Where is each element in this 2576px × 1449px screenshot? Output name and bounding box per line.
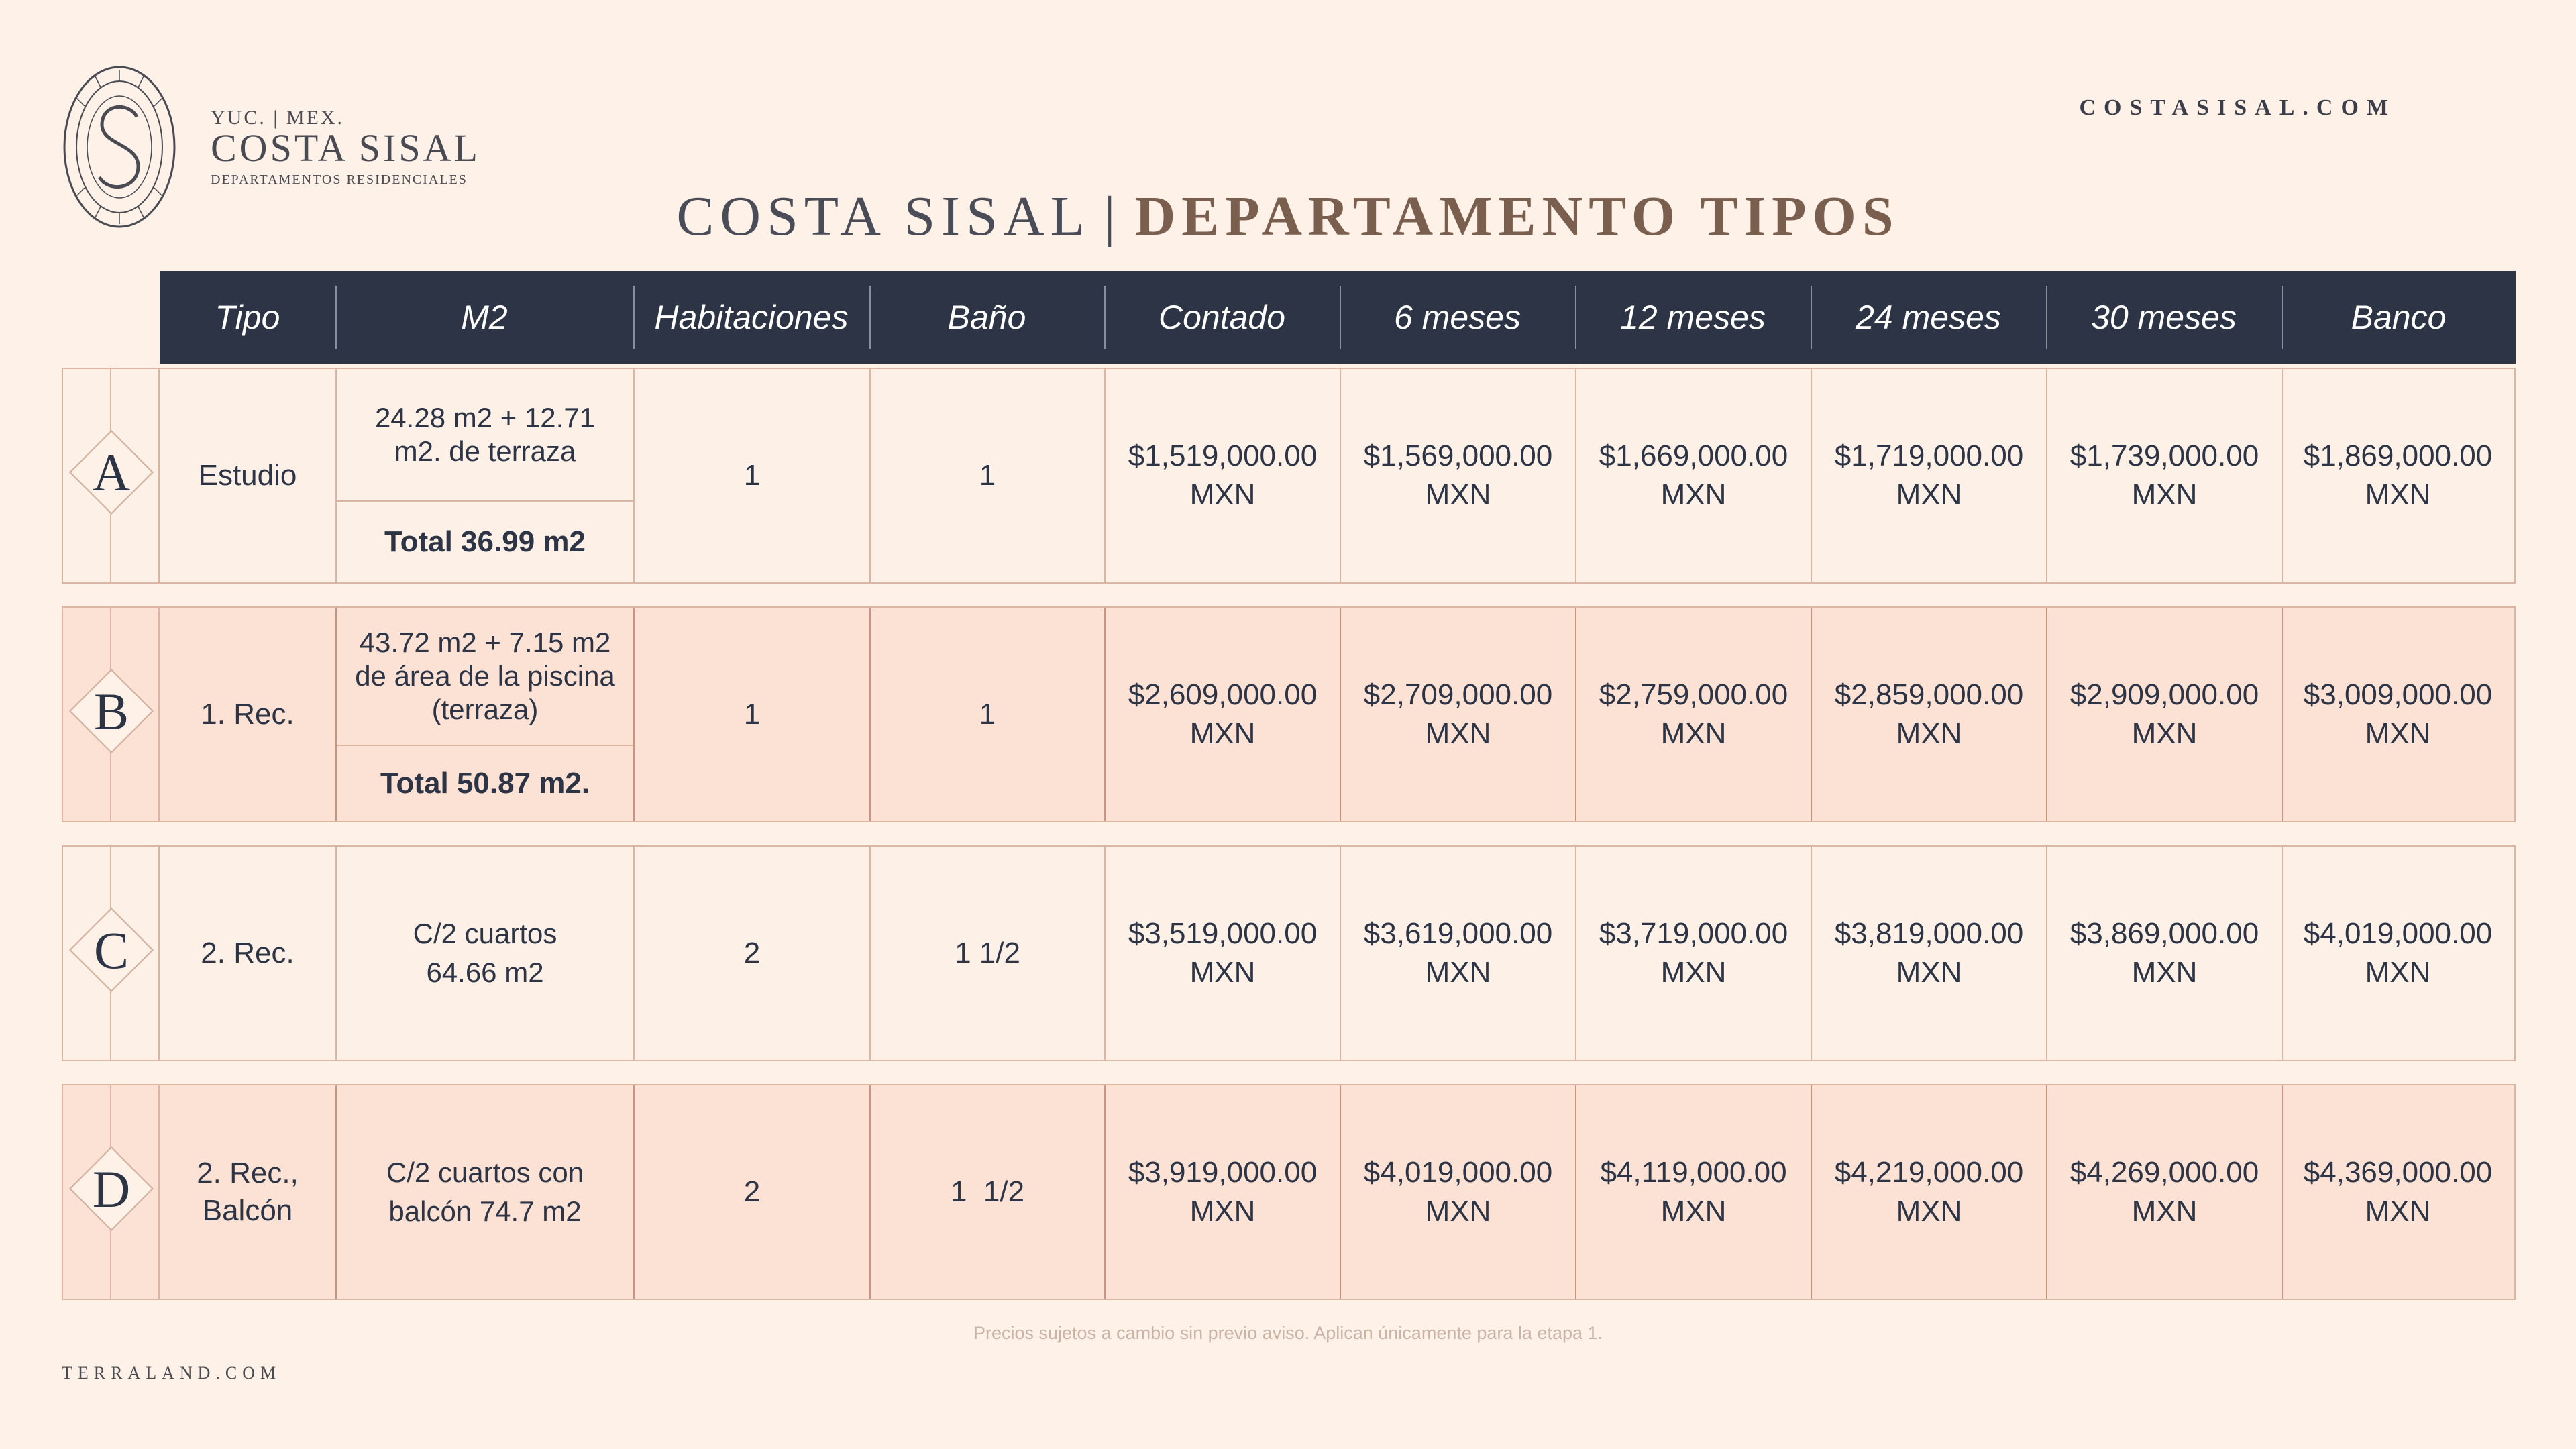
cell-m2: [335, 608, 633, 821]
cell-tipo: 1. Rec.: [201, 698, 294, 731]
cell-12-meses: $3,719,000.00 MXN: [1575, 847, 1811, 1060]
cell-banco: $4,019,000.00 MXN: [2282, 847, 2513, 1060]
title-separator: |: [1104, 185, 1122, 248]
cell-habitaciones: 2: [633, 847, 869, 1060]
header-habitaciones: Habitaciones: [633, 271, 869, 364]
logo-location: YUC. | MEX.: [211, 106, 345, 129]
title-part1: COSTA SISAL: [676, 185, 1091, 248]
m2-detail: 24.28 m2 + 12.71 m2. de terraza: [337, 369, 633, 502]
price-disclaimer: Precios sujetos a cambio sin previo aviso. Aplican únicamente para la etapa 1.: [973, 1323, 1603, 1343]
cell-24-meses: $4,219,000.00 MXN: [1811, 1085, 2046, 1299]
m2-total: Total 36.99 m2: [384, 525, 586, 558]
website-link-top[interactable]: COSTASISAL.COM: [2079, 95, 2396, 120]
cell-12-meses: $4,119,000.00 MXN: [1575, 1085, 1811, 1299]
cell-12-meses: $2,759,000.00 MXN: [1575, 608, 1811, 821]
cell-habitaciones: 1: [633, 608, 869, 821]
cell-bano: 1 1/2: [869, 847, 1104, 1060]
cell-6-meses: $4,019,000.00 MXN: [1340, 1085, 1575, 1299]
table-row: [62, 368, 2516, 584]
page-title: [0, 184, 2576, 249]
row-letter-badge: [63, 608, 160, 821]
header-12-meses: 12 meses: [1575, 271, 1811, 364]
website-link-bottom[interactable]: TERRALAND.COM: [62, 1363, 282, 1383]
row-letter: C: [93, 921, 129, 979]
cell-bano: 1: [869, 369, 1104, 582]
cell-6-meses: $2,709,000.00 MXN: [1340, 608, 1575, 821]
row-letter: B: [93, 682, 129, 741]
header-24-meses: 24 meses: [1811, 271, 2046, 364]
cell-30-meses: $1,739,000.00 MXN: [2046, 369, 2282, 582]
cell-tipo: 2. Rec.: [201, 936, 294, 969]
cell-6-meses: $3,619,000.00 MXN: [1340, 847, 1575, 1060]
logo-tagline: DEPARTAMENTOS RESIDENCIALES: [211, 172, 468, 187]
table-header: [160, 271, 2516, 364]
cell-bano: 1: [869, 608, 1104, 821]
row-letter-badge: [63, 847, 160, 1060]
cell-banco: $1,869,000.00 MXN: [2282, 369, 2513, 582]
m2-detail: 43.72 m2 + 7.15 m2 de área de la piscina (terraza): [337, 608, 633, 746]
table-row: [62, 1084, 2516, 1300]
cell-contado: $1,519,000.00 MXN: [1104, 369, 1340, 582]
cell-12-meses: $1,669,000.00 MXN: [1575, 369, 1811, 582]
header-tipo: Tipo: [215, 299, 280, 336]
header-contado: Contado: [1104, 271, 1340, 364]
cell-banco: $4,369,000.00 MXN: [2282, 1085, 2513, 1299]
cell-6-meses: $1,569,000.00 MXN: [1340, 369, 1575, 582]
title-part2: DEPARTAMENTO TIPOS: [1134, 185, 1900, 248]
cell-24-meses: $3,819,000.00 MXN: [1811, 847, 2046, 1060]
row-letter: D: [92, 1160, 131, 1218]
cell-contado: $3,919,000.00 MXN: [1104, 1085, 1340, 1299]
cell-30-meses: $2,909,000.00 MXN: [2046, 608, 2282, 821]
cell-bano: 1 1/2: [869, 1085, 1104, 1299]
header-m2: M2: [335, 271, 633, 364]
cell-habitaciones: 2: [633, 1085, 869, 1299]
table-row: [62, 845, 2516, 1061]
header-6-meses: 6 meses: [1340, 271, 1575, 364]
header-30-meses: 30 meses: [2046, 271, 2282, 364]
cell-habitaciones: 1: [633, 369, 869, 582]
cell-24-meses: $1,719,000.00 MXN: [1811, 369, 2046, 582]
cell-24-meses: $2,859,000.00 MXN: [1811, 608, 2046, 821]
cell-m2: C/2 cuartos 64.66 m2: [335, 847, 633, 1060]
cell-m2: [335, 369, 633, 582]
row-letter: A: [92, 443, 131, 502]
row-letter-badge: [63, 1085, 160, 1299]
cell-contado: $3,519,000.00 MXN: [1104, 847, 1340, 1060]
header-banco: Banco: [2282, 271, 2516, 364]
m2-total: Total 50.87 m2.: [380, 767, 590, 800]
cell-banco: $3,009,000.00 MXN: [2282, 608, 2513, 821]
table-row: [62, 606, 2516, 822]
cell-tipo: Estudio: [198, 459, 297, 492]
cell-m2: C/2 cuartos con balcón 74.7 m2: [335, 1085, 633, 1299]
cell-30-meses: $4,269,000.00 MXN: [2046, 1085, 2282, 1299]
logo-name: COSTA SISAL: [211, 125, 480, 170]
row-letter-badge: [63, 369, 160, 582]
cell-tipo: 2. Rec., Balcón: [197, 1157, 299, 1227]
header-bano: Baño: [869, 271, 1104, 364]
cell-contado: $2,609,000.00 MXN: [1104, 608, 1340, 821]
cell-30-meses: $3,869,000.00 MXN: [2046, 847, 2282, 1060]
